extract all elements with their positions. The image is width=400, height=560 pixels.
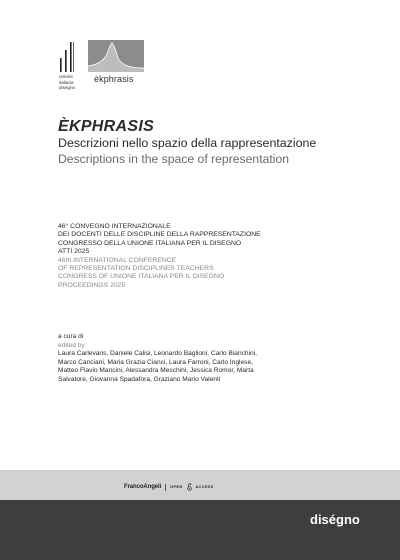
editors-line: Laura Carlevaris, Daniele Calisi, Leonardo Baglioni, Carlo Bianchini, (58, 350, 258, 358)
editors-line: Salvatore, Giovanna Spadafora, Graziano Mario Valenti (58, 375, 221, 383)
conference-line-en: 46th INTERNATIONAL CONFERENCE (58, 256, 177, 264)
open-access-word: ACCESS (195, 485, 214, 489)
subtitle-english: Descriptions in the space of representation (58, 152, 290, 166)
conference-line-en: PROCEEDINGS 2025 (58, 281, 126, 289)
conference-info (58, 223, 261, 290)
conference-line-it: ATTI 2025 (58, 248, 90, 256)
conference-line-it: 46° CONVEGNO INTERNAZIONALE (58, 223, 171, 230)
editors-line: Marco Canciani, Maria Grazia Cianci, Laura Farroni, Carlo Inglese, (58, 358, 253, 366)
footer-band-dark (0, 500, 400, 560)
uid-logo-mark-icon (59, 40, 81, 72)
publisher-logo (124, 482, 214, 492)
conference-line-it: DEI DOCENTI DELLE DISCIPLINE DELLA RAPPRESENTAZIONE (58, 231, 261, 239)
editors-block (58, 333, 348, 385)
ekphrasis-logo-name: èkphrasis (94, 74, 134, 84)
editors-label-it: a cura di (58, 333, 84, 340)
ekphrasis-mark-icon (88, 40, 144, 72)
subtitle-italian: Descrizioni nello spazio della rappresentazione (58, 136, 317, 150)
publisher-divider (165, 484, 166, 491)
conference-line-it: CONGRESSO DELLA UNIONE ITALIANA PER IL DISEGNO (58, 239, 242, 247)
ekphrasis-logo (88, 40, 144, 88)
conference-line-en: CONGRESS OF UNIONE ITALIANA PER IL DISEGNO (58, 273, 225, 281)
uid-logo-line: italiana (59, 79, 74, 85)
uid-logo (59, 40, 81, 92)
uid-logo-text (59, 74, 75, 91)
open-access-lock-icon (187, 483, 192, 491)
uid-logo-line: unione (59, 74, 73, 79)
book-title: ÈKPHRASIS (58, 118, 155, 135)
uid-logo-line: disegno (59, 85, 76, 91)
editors-label-en: edited by (58, 341, 85, 349)
series-name: diségno (310, 512, 360, 527)
conference-line-en: OF REPRESENTATION DISCIPLINES TEACHERS (58, 265, 214, 273)
editors-line: Matteo Flavio Mancini, Alessandra Meschini, Jessica Romor, Marta (58, 367, 254, 375)
publisher-name: FrancoAngeli (124, 484, 162, 490)
open-access-word: OPEN (170, 485, 183, 489)
